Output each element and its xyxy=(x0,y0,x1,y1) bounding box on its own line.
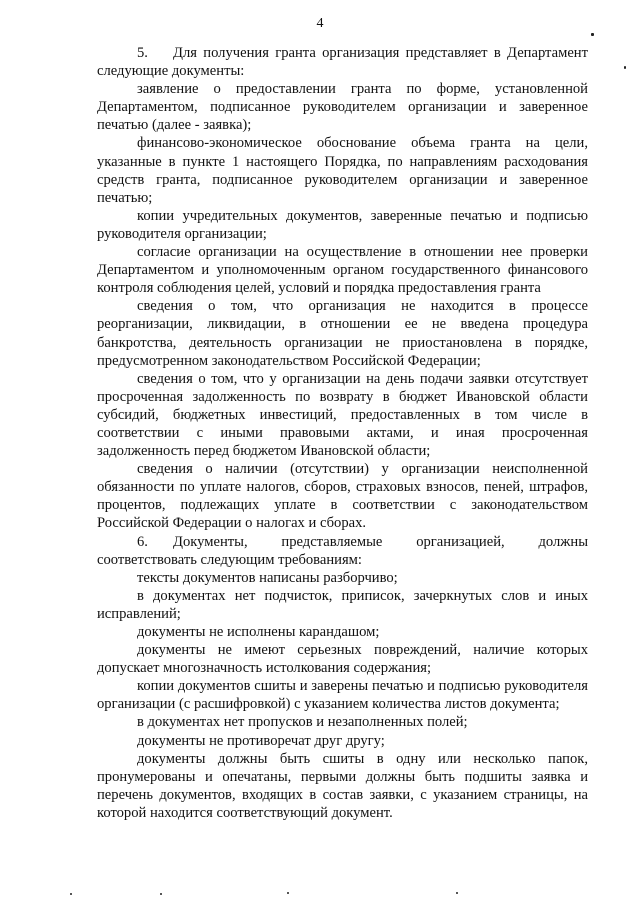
section-6-item: документы должны быть сшиты в одну или несколько папок, пронумерованы и опечатаны, первыми должны быть подшиты заявка и перечень документов, входящих в состав заявки, с указанием страницы, на которой находится соответствующий документ. xyxy=(97,750,588,821)
section-5-item: сведения о том, что организация не находится в процессе реорганизации, ликвидации, в отношении ее не введена процедура банкротства, деятельность организации не приостановлена в порядке, предусмотренном законодательством Российской Федерации; xyxy=(97,298,588,369)
section-6-number: 6. xyxy=(137,533,148,550)
scan-speck xyxy=(70,893,72,895)
section-5-intro xyxy=(97,44,588,80)
section-6-item: документы не противоречат друг другу; xyxy=(137,732,385,749)
section-5-item: финансово-экономическое обоснование объема гранта на цели, указанные в пункте 1 настоящего Порядка, по направлениям расходования средств гранта, подписанное руководителем организации и заверенное печатью; xyxy=(97,135,588,206)
page-number: 4 xyxy=(316,16,324,31)
scan-speck xyxy=(624,66,626,69)
scan-speck xyxy=(160,893,162,895)
section-6-intro-text: Документы, представляемые организацией, должны соответствовать следующим требованиям: xyxy=(97,533,588,568)
section-6-item: документы не имеют серьезных повреждений, наличие которых допускает многозначность истолкования содержания; xyxy=(97,642,588,677)
section-5-item: согласие организации на осуществление в отношении нее проверки Департаментом и уполномоченным органом государственного финансового контроля соблюдения целей, условий и порядка предоставления гранта xyxy=(97,244,588,297)
section-6-item: в документах нет пропусков и незаполненных полей; xyxy=(137,714,468,731)
document-body xyxy=(97,44,588,822)
section-5-intro-text: Для получения гранта организация представляет в Департамент следующие документы: xyxy=(97,45,588,80)
scan-speck xyxy=(591,33,594,36)
section-5-item: сведения о том, что у организации на день подачи заявки отсутствует просроченная задолженность по возврату в бюджет Ивановской области субсидий, бюджетных инвестиций, предоставленных в том числе в соответствии с иными правовыми актами, и иная просроченная задолженность перед бюджетом Ивановской области; xyxy=(97,370,588,460)
scan-speck xyxy=(456,892,458,894)
section-6-item: тексты документов написаны разборчиво; xyxy=(137,569,398,586)
section-5-number: 5. xyxy=(137,45,148,61)
section-6-item: документы не исполнены карандашом; xyxy=(137,624,380,640)
section-6-intro xyxy=(97,533,588,569)
section-5-item: сведения о наличии (отсутствии) у организации неисполненной обязанности по уплате налогов, сборов, страховых взносов, пеней, штрафов, процентов, подлежащих уплате в соответствии с законодательством Российской Федерации о налогах и сборах. xyxy=(97,461,588,532)
section-5-item: копии учредительных документов, заверенные печатью и подписью руководителя организации; xyxy=(97,207,588,242)
section-6-item: в документах нет подчисток, приписок, зачеркнутых слов и иных исправлений; xyxy=(97,587,588,622)
scan-speck xyxy=(287,892,289,894)
section-6-item: копии документов сшиты и заверены печатью и подписью руководителя организации (с расшифровкой) с указанием количества листов документа; xyxy=(97,678,588,713)
section-5-item: заявление о предоставлении гранта по форме, установленной Департаментом, подписанное руководителем организации и заверенное печатью (далее - заявка); xyxy=(97,81,588,134)
